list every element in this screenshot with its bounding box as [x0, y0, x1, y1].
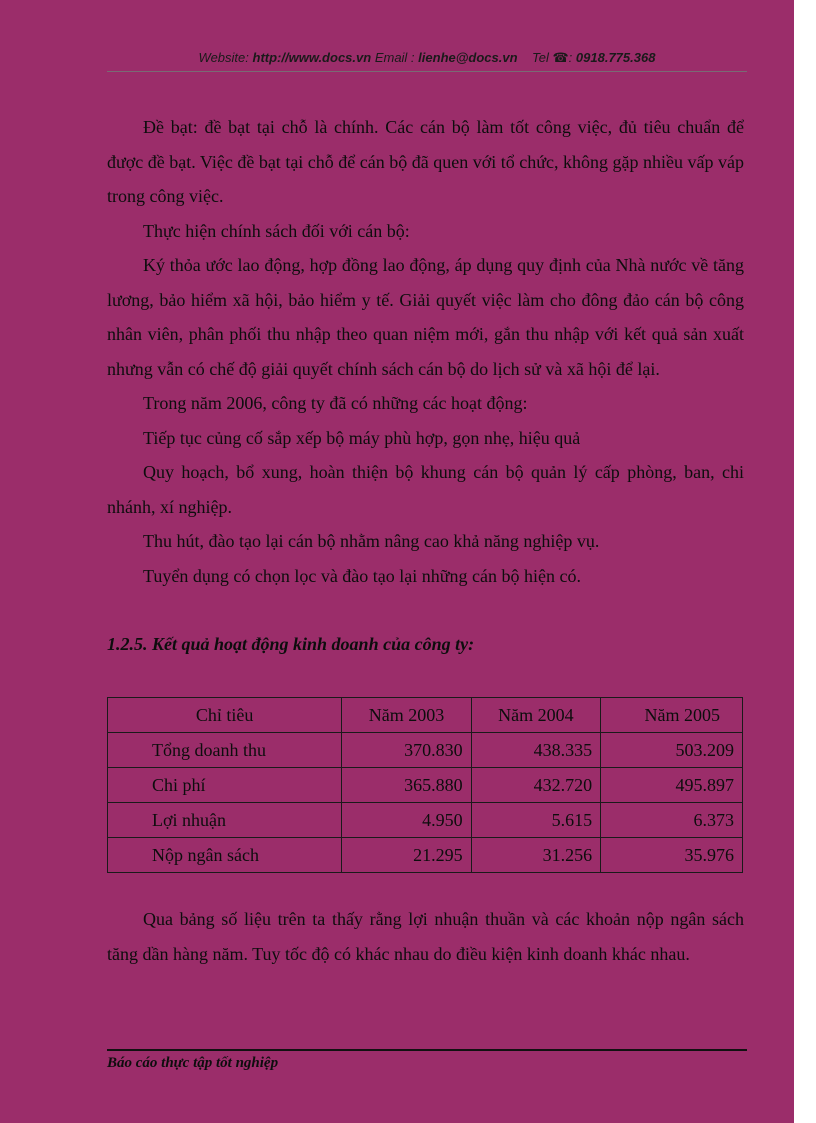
email-link[interactable]: lienhe@docs.vn — [418, 50, 518, 65]
paragraph-policy-heading: Thực hiện chính sách đối với cán bộ: — [143, 220, 410, 241]
section-title: 1.2.5. Kết quả hoạt động kinh doanh của công ty: — [107, 634, 475, 654]
header-cell: Năm 2003 — [342, 698, 471, 733]
body-text — [107, 110, 744, 593]
row-label: Lợi nhuận — [108, 803, 342, 838]
row-label: Chi phí — [108, 768, 342, 803]
footer-divider — [107, 1049, 747, 1051]
table-row — [108, 838, 743, 873]
page-footer: Báo cáo thực tập tốt nghiệp — [107, 1055, 279, 1071]
paragraph-labor-agreement: Ký thỏa ước lao động, hợp đồng lao động, áp dụng quy định của Nhà nước về tăng lương, bảo hiểm xã hội, bảo hiểm y tế. Giải quyết việc làm cho đông đảo cán bộ công nhân viên, phân phối thu nhập theo quan niệm mới, gắn thu nhập với kết quả sản xuất nhưng vẫn có chế độ giải quyết chính sách cán bộ do lịch sử và xã hội để lại. — [107, 255, 744, 379]
header-cell: Năm 2004 — [471, 698, 600, 733]
website-link[interactable]: http://www.docs.vn — [252, 50, 372, 65]
table-cell: 21.295 — [342, 838, 471, 873]
paragraph-restructure: Tiếp tục củng cố sắp xếp bộ máy phù hợp, gọn nhẹ, hiệu quả — [143, 427, 581, 448]
table-cell: 31.256 — [471, 838, 600, 873]
table-cell: 4.950 — [342, 803, 471, 838]
table-row — [108, 733, 743, 768]
table-cell: 35.976 — [601, 838, 743, 873]
paragraph-planning: Quy hoạch, bổ xung, hoàn thiện bộ khung cán bộ quản lý cấp phòng, ban, chi nhánh, xí nghiệp. — [107, 462, 744, 517]
paragraph-promotion: Đề bạt: đề bạt tại chỗ là chính. Các cán bộ làm tốt công việc, đủ tiêu chuẩn để được đề bạt. Việc đề bạt tại chỗ để cán bộ đã quen với tổ chức, không gặp nhiều vấp váp trong công việc. — [107, 117, 744, 206]
table-cell: 503.209 — [601, 733, 743, 768]
paragraph-2006-intro: Trong năm 2006, công ty đã có những các hoạt động: — [143, 393, 528, 413]
page-header — [107, 50, 747, 66]
table-cell: 495.897 — [601, 768, 743, 803]
table-cell: 370.830 — [342, 733, 471, 768]
table-cell: 438.335 — [471, 733, 600, 768]
paragraph-recruitment: Tuyển dụng có chọn lọc và đào tạo lại những cán bộ hiện có. — [143, 565, 581, 586]
header-cell: Năm 2005 — [601, 698, 743, 733]
table-row — [108, 803, 743, 838]
header-divider — [107, 71, 747, 72]
row-label: Nộp ngân sách — [108, 838, 342, 873]
tel-label: Tel ☎: — [532, 50, 573, 65]
business-results-table — [107, 697, 743, 873]
row-label: Tổng doanh thu — [108, 733, 342, 768]
table-header-row — [108, 698, 743, 733]
email-label: Email : — [374, 50, 415, 65]
tel-value: 0918.775.368 — [575, 50, 656, 65]
header-cell: Chỉ tiêu — [108, 698, 342, 733]
paragraph-conclusion: Qua bảng số liệu trên ta thấy rằng lợi nhuận thuần và các khoản nộp ngân sách tăng dần hàng năm. Tuy tốc độ có khác nhau do điều kiện kinh doanh khác nhau. — [107, 909, 744, 964]
conclusion-text — [107, 902, 744, 971]
paragraph-training: Thu hút, đào tạo lại cán bộ nhằm nâng cao khả năng nghiệp vụ. — [143, 531, 600, 551]
table-cell: 6.373 — [601, 803, 743, 838]
table-cell: 432.720 — [471, 768, 600, 803]
table-cell: 365.880 — [342, 768, 471, 803]
website-label: Website: — [198, 50, 249, 65]
table-row — [108, 768, 743, 803]
table-cell: 5.615 — [471, 803, 600, 838]
